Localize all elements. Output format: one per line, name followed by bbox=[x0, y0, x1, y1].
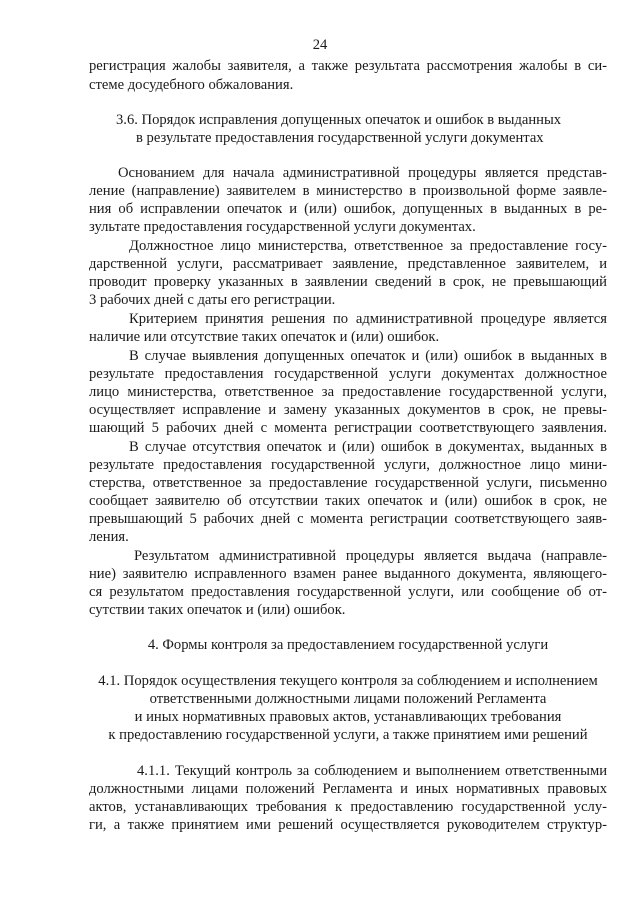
paragraph-line: проводит проверку указанных в заявлении сведений в срок, не превышающий bbox=[89, 274, 607, 290]
paragraph-line: Основанием для начала административной процедуры является представ- bbox=[118, 165, 607, 181]
paragraph-line: Критерием принятия решения по административной процедуре является bbox=[129, 311, 607, 327]
subsection-heading: к предоставлению государственной услуги, а также принятием ими решений bbox=[108, 727, 588, 743]
section-heading: 3.6. Порядок исправления допущенных опечаток и ошибок в выданных bbox=[116, 112, 562, 128]
paragraph-line: лицо министерства, ответственное за предоставление государственной услуги, bbox=[89, 384, 607, 400]
paragraph-line: осуществляет исправление и замену указанных документов в срок, не превы- bbox=[89, 402, 607, 418]
chapter-heading: 4. Формы контроля за предоставлением государственной услуги bbox=[147, 637, 549, 653]
paragraph-line: 4.1.1. Текущий контроль за соблюдением и выполнением ответственными bbox=[137, 763, 607, 779]
subsection-heading: ответственными должностными лицами положений Регламента bbox=[149, 691, 547, 707]
paragraph-line: результате предоставления государственной услуги, должностное лицо мини- bbox=[89, 457, 607, 473]
paragraph-line: ние) заявителю исправленного взамен ранее выданного документа, являющего- bbox=[89, 566, 607, 582]
intro-line: регистрация жалобы заявителя, а также результата рассмотрения жалобы в си- bbox=[89, 58, 607, 74]
paragraph-line: превышающий 5 рабочих дней с момента регистрации соответствующего заяв- bbox=[89, 511, 607, 527]
paragraph-line: должностными лицами положений Регламента и иных нормативных правовых bbox=[89, 781, 607, 797]
paragraph-line: результате предоставления государственной услуги документах должностное bbox=[89, 366, 607, 382]
paragraph-line: сообщает заявителю об отсутствии таких опечаток и (или) ошибок в срок, не bbox=[89, 493, 607, 509]
subsection-heading: 4.1. Порядок осуществления текущего контроля за соблюдением и исполнением bbox=[98, 673, 598, 689]
section-heading: в результате предоставления государственной услуги документах bbox=[136, 130, 544, 146]
paragraph-line: В случае выявления допущенных опечаток и (или) ошибок в выданных в bbox=[129, 348, 607, 364]
paragraph-line: ся результатом предоставления государственной услуги, или сообщение об от- bbox=[89, 584, 607, 600]
paragraph-line: ления. bbox=[89, 529, 129, 545]
paragraph-line: ния об исправлении опечаток и (или) ошибок, допущенных в выданных в ре- bbox=[89, 201, 607, 217]
paragraph-line: 3 рабочих дней с даты его регистрации. bbox=[89, 292, 336, 308]
subsection-heading: и иных нормативных правовых актов, устанавливающих требования bbox=[134, 709, 562, 725]
paragraph-line: сутствии таких опечаток и (или) ошибок. bbox=[89, 602, 346, 618]
paragraph-line: Результатом административной процедуры является выдача (направле- bbox=[134, 548, 607, 564]
paragraph-line: дарственной услуги, рассматривает заявление, представленное заявителем, и bbox=[89, 256, 607, 272]
paragraph-line: шающий 5 рабочих дней с момента регистрации соответствующего заявления. bbox=[89, 420, 607, 436]
paragraph-line: Должностное лицо министерства, ответственное за предоставление госу- bbox=[129, 238, 607, 254]
intro-line: стеме досудебного обжалования. bbox=[89, 77, 294, 93]
paragraph-line: наличие или отсутствие таких опечаток и (или) ошибок. bbox=[89, 329, 440, 345]
paragraph-line: ление (направление) заявителем в министерство в произвольной форме заявле- bbox=[89, 183, 607, 199]
paragraph-line: В случае отсутствия опечаток и (или) ошибок в документах, выданных в bbox=[129, 439, 607, 455]
paragraph-line: стерства, ответственное за предоставление государственной услуги, письменно bbox=[89, 475, 607, 491]
paragraph-line: зультате предоставления государственной услуги документах. bbox=[89, 219, 476, 235]
page-number: 24 bbox=[312, 37, 328, 53]
paragraph-line: ги, а также принятием ими решений осуществляется руководителем структур- bbox=[89, 817, 607, 833]
paragraph-line: актов, устанавливающих требования к предоставлению государственной услу- bbox=[89, 799, 607, 815]
